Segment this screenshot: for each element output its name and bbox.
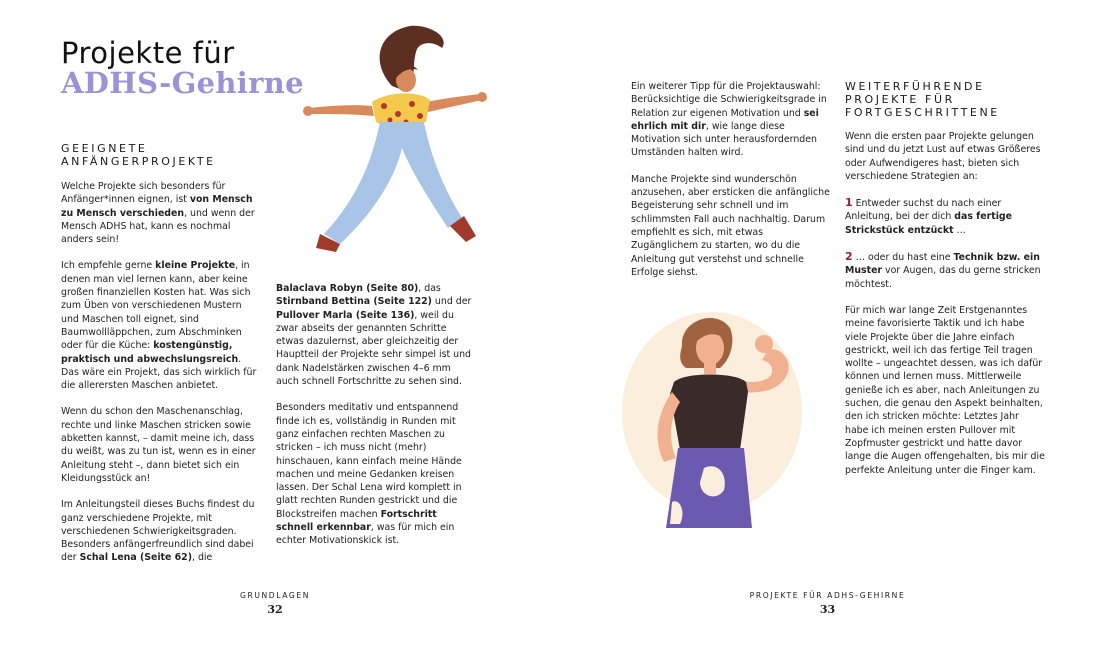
item-number: 2 (845, 250, 853, 264)
page-title-line2: ADHS-Gehirne (61, 66, 304, 100)
strong-woman-illustration (612, 302, 812, 532)
left-column-2 (276, 282, 476, 561)
footer-section-label: GRUNDLAGEN (239, 591, 311, 600)
section-heading-beginner: GEEIGNETE ANFÄNGERPROJEKTE (61, 142, 216, 168)
dancing-woman-illustration (300, 22, 500, 262)
paragraph: Manche Projekte sind wunderschön anzusehen, aber ersticken die anfängliche Begeisterung sehr schnell und im schlimmsten Fall auch nachhaltig. Darum empfiehlt es sich, mit etwas Zugänglichem zu starten, wo du die Anleitung gut verstehst und schnelle Erfolge siehst. (631, 173, 830, 278)
list-item (845, 250, 1045, 291)
right-column-2 (845, 130, 1045, 490)
section-heading-advanced: WEITERFÜHRENDE PROJEKTE FÜR FORTGESCHRITTENE (845, 80, 1000, 119)
right-column-1 (631, 80, 831, 292)
paragraph: Besonders meditativ und entspannend finde ich es, vollständig in Runden mit ganz einfachen rechten Maschen zu stricken – ich muss nicht (mehr) hinschauen, kann einfach meine Hände machen und meine Gedanken kreisen lassen. Der Schal Lena wird komplett in glatt rechten Runden gestrickt und die Blockstreifen machen Fortschritt schnell erkennbar, was für mich ein echter Motivationskick ist. (276, 402, 462, 547)
page-number: 32 (267, 603, 283, 616)
paragraph: Balaclava Robyn (Seite 80), das Stirnband Bettina (Seite 122) und der Pullover Marla (Seite 136), weil du zwar abseits der genannten Schritte etwas dazulernst, aber gleichzeitig der Hauptteil der Projekte sehr simpel ist und dank Nadelstärken zwischen 4–6 mm auch schnell Fortschritte zu sehen sind. (276, 283, 472, 388)
page-title-line1: Projekte für (61, 36, 235, 70)
item-text: … oder du hast eine Technik bzw. ein Muster vor Augen, das du gerne stricken möchtest. (845, 252, 1041, 290)
left-column-1 (61, 180, 261, 578)
paragraph: Für mich war lange Zeit Erstgenanntes meine favorisierte Taktik und ich habe viele Projekte über die Jahre einfach gestrickt, weil ich das fertige Teil tragen wollte – ungeachtet dessen, was ich dafür können und lernen muss. Mittlerweile genieße ich es aber, nach Anleitungen zu suchen, die genau den Aspekt beinhalten, den ich stricken möchte: Letztes Jahr habe ich meinen ersten Pullover mit Zopfmuster gestrickt und hatte davor lange die Augen offengehalten, bis mir die perfekte Anleitung unter die Finger kam. (845, 304, 1045, 476)
list-item (845, 196, 1045, 237)
paragraph: Welche Projekte sich besonders für Anfänger*innen eignen, ist von Mensch zu Mensch verschieden, und wenn der Mensch ADHS hat, kann es nochmal anders sein! (61, 181, 255, 246)
page-number: 33 (819, 603, 836, 616)
paragraph: Im Anleitungsteil dieses Buchs findest du ganz verschiedene Projekte, mit verschiedenen Schwierigkeitsgraden. Besonders anfängerfreundlich sind dabei der Schal Lena (Seite 62), die (61, 499, 255, 564)
paragraph: Wenn die ersten paar Projekte gelungen sind und du jetzt Lust auf etwas Größeres oder Aufwendigeres hast, bieten sich verschiedene Strategien an: (845, 131, 1041, 182)
paragraph: Ein weiterer Tipp für die Projektauswahl: Berücksichtige die Schwierigkeitsgrade in Relation zur eigenen Motivation und sei ehrlich mit dir, wie lange diese Motivation sich unter herausfordernden Umständen halten wird. (631, 81, 827, 159)
item-number: 1 (845, 196, 853, 210)
paragraph: Ich empfehle gerne kleine Projekte, in denen man viel lernen kann, aber keine großen finanziellen Kosten hat. Was sich zum Üben von verschiedenen Mustern und Maschen toll eignet, sind Baumwollläppchen, zum Abschminken oder für die Küche: kostengünstig, praktisch und abwechslungsreich. Das wäre ein Projekt, das sich wirklich für die allerersten Maschen anbietet. (61, 260, 257, 392)
paragraph: Wenn du schon den Maschenanschlag, rechte und linke Maschen stricken sowie abketten kannst, – damit meine ich, dass du weißt, was zu tun ist, wenn es in einer Anleitung steht –, dann bietet sich ein Kleidungsstück an! (61, 406, 256, 484)
footer-section-label: PROJEKTE FÜR ADHS-GEHIRNE (749, 591, 906, 600)
item-text: Entweder suchst du nach einer Anleitung, bei der dich das fertige Strickstück entzückt … (845, 198, 1013, 236)
